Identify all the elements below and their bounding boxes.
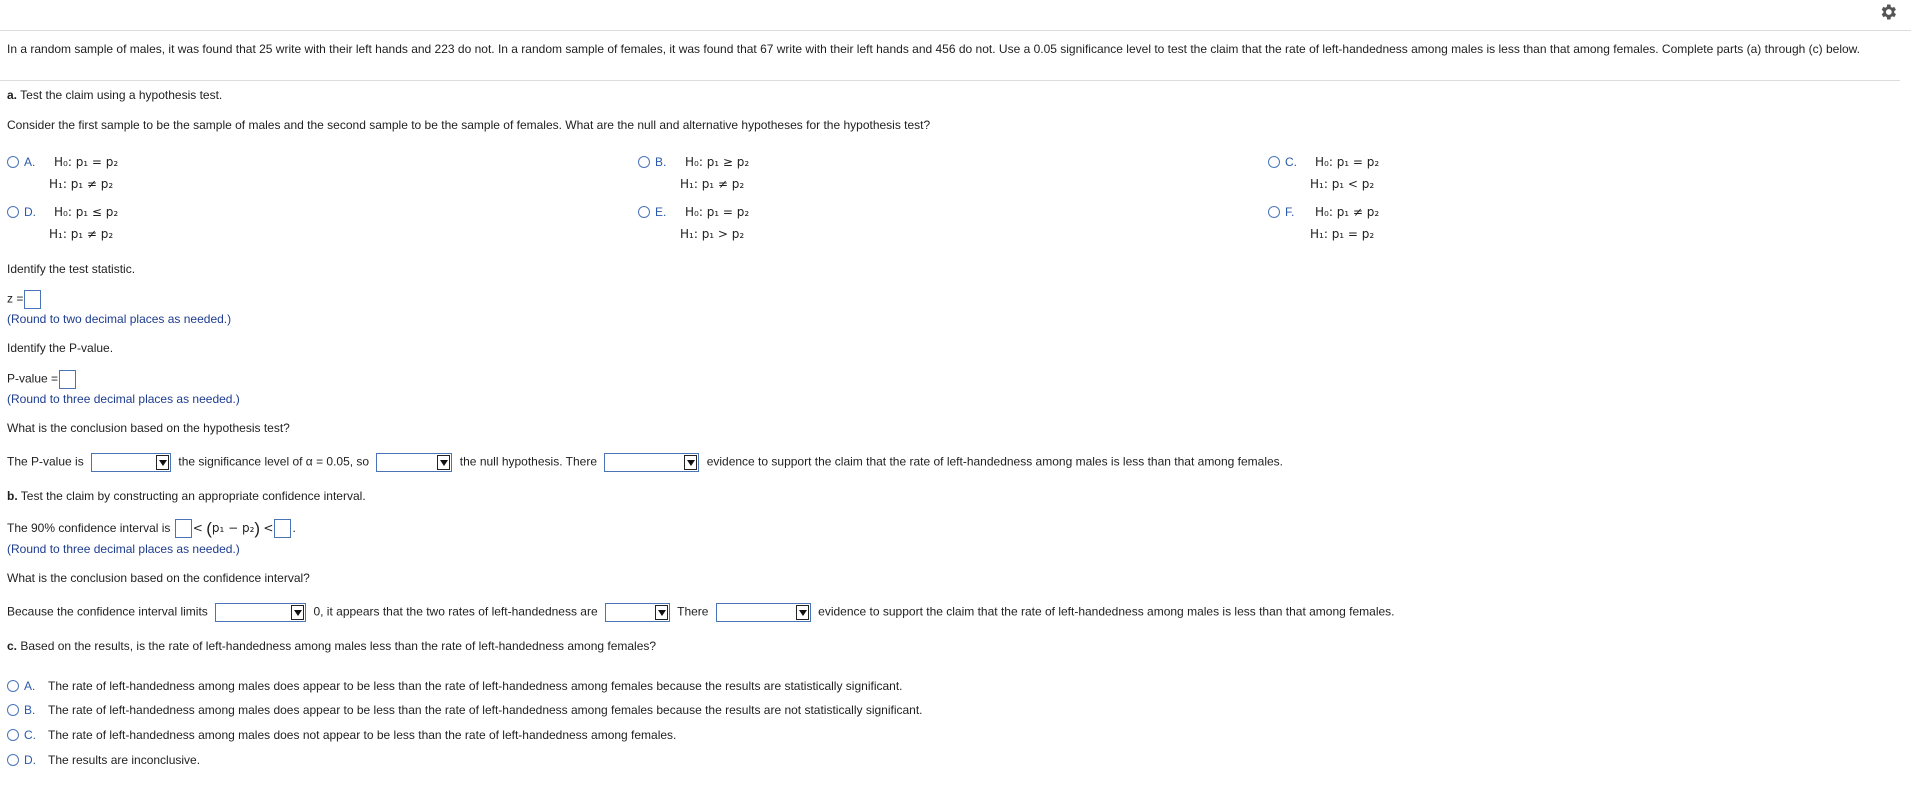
c-option-d[interactable]: D. The results are inconclusive. xyxy=(7,753,200,767)
radio-icon[interactable] xyxy=(7,754,19,766)
hyp-option-f[interactable]: F. H₀: p₁ ≠ p₂ H₁: p₁ = p₂ xyxy=(1268,201,1379,245)
z-row xyxy=(7,290,42,309)
reject-dropdown[interactable] xyxy=(376,453,452,472)
problem-divider xyxy=(0,80,1900,81)
pvalue-hint: (Round to three decimal places as needed.) xyxy=(7,392,240,406)
radio-icon[interactable] xyxy=(7,156,19,168)
ci-hint: (Round to three decimal places as needed.) xyxy=(7,542,240,556)
dropdown-arrow-icon[interactable] xyxy=(796,605,809,620)
ci-row: The 90% confidence interval is < (p₁ − p₂) < . xyxy=(7,519,296,538)
hyp-option-e[interactable]: E. H₀: p₁ = p₂ H₁: p₁ > p₂ xyxy=(638,201,749,245)
hyp-option-b[interactable]: B. H₀: p₁ ≥ p₂ H₁: p₁ ≠ p₂ xyxy=(638,151,749,195)
ci-difference: p₁ − p₂ xyxy=(211,521,255,535)
test-stat-prompt: Identify the test statistic. xyxy=(7,262,136,276)
pvalue-compare-dropdown[interactable] xyxy=(91,453,171,472)
part-c-label: c. xyxy=(7,639,18,653)
z-hint: (Round to two decimal places as needed.) xyxy=(7,312,232,326)
ci-upper-input[interactable] xyxy=(274,519,291,538)
radio-icon[interactable] xyxy=(638,156,650,168)
ci-conclusion-question: What is the conclusion based on the confidence interval? xyxy=(7,571,310,585)
hyp-option-c[interactable]: C. H₀: p₁ = p₂ H₁: p₁ < p₂ xyxy=(1268,151,1379,195)
problem-statement: In a random sample of males, it was found that 25 write with their left hands and 223 do not. In a random sample of females, it was found that 67 write with their left hands and 456 do not. Use a 0.05 significance level to test the claim that the rate of left-handedness among males is less than that among females. Complete parts (a) through (c) below. xyxy=(7,42,1861,56)
dropdown-arrow-icon[interactable] xyxy=(437,455,450,470)
ht-conclusion-row: The P-value is the significance level of α = 0.05, so the null hypothesis. There evidence to support the claim that the rate of left-handedness among males is less than that among females. xyxy=(7,453,1283,472)
radio-icon[interactable] xyxy=(1268,206,1280,218)
pvalue-label: P-value = xyxy=(7,371,59,386)
dropdown-arrow-icon[interactable] xyxy=(291,605,304,620)
radio-icon[interactable] xyxy=(1268,156,1280,168)
ci-limits-dropdown[interactable] xyxy=(215,603,306,622)
dropdown-arrow-icon[interactable] xyxy=(655,605,668,620)
ci-lower-input[interactable] xyxy=(175,519,192,538)
top-divider xyxy=(0,30,1911,31)
rates-dropdown[interactable] xyxy=(605,603,670,622)
pvalue-row xyxy=(7,370,77,389)
dropdown-arrow-icon[interactable] xyxy=(156,455,169,470)
z-label: z = xyxy=(7,291,24,306)
part-a-label: a. xyxy=(7,88,18,102)
c-option-a[interactable]: A. The rate of left-handedness among males does appear to be less than the rate of left-handedness among females because the results are statistically significant. xyxy=(7,679,903,693)
hyp-option-d[interactable]: D. H₀: p₁ ≤ p₂ H₁: p₁ ≠ p₂ xyxy=(7,201,118,245)
ci-conclusion-row: Because the confidence interval limits 0, it appears that the two rates of left-handedness are There evidence to support the claim that the rate of left-handedness among males is less than that among females. xyxy=(7,603,1395,622)
part-a-heading-text: Test the claim using a hypothesis test. xyxy=(20,88,223,102)
evidence-dropdown[interactable] xyxy=(604,453,699,472)
part-c-question: Based on the results, is the rate of left-handedness among males less than the rate of left-handedness among females? xyxy=(20,639,657,653)
pvalue-prompt: Identify the P-value. xyxy=(7,341,114,355)
c-option-c[interactable]: C. The rate of left-handedness among males does not appear to be less than the rate of left-handedness among females. xyxy=(7,728,676,742)
part-a-heading xyxy=(7,88,222,102)
dropdown-arrow-icon[interactable] xyxy=(684,455,697,470)
hypotheses-question: Consider the first sample to be the sample of males and the second sample to be the sample of females. What are the null and alternative hypotheses for the hypothesis test? xyxy=(7,118,931,132)
c-option-b[interactable]: B. The rate of left-handedness among males does appear to be less than the rate of left-handedness among females because the results are not statistically significant. xyxy=(7,703,923,717)
radio-icon[interactable] xyxy=(638,206,650,218)
part-b-label: b. xyxy=(7,489,18,503)
part-b-heading-text: Test the claim by constructing an appropriate confidence interval. xyxy=(20,489,366,503)
radio-icon[interactable] xyxy=(7,680,19,692)
radio-icon[interactable] xyxy=(7,729,19,741)
z-input[interactable] xyxy=(24,290,41,309)
part-c-heading xyxy=(7,639,656,653)
radio-icon[interactable] xyxy=(7,206,19,218)
ci-evidence-dropdown[interactable] xyxy=(716,603,811,622)
ht-conclusion-question: What is the conclusion based on the hypothesis test? xyxy=(7,421,290,435)
hyp-option-a[interactable]: A. H₀: p₁ = p₂ H₁: p₁ ≠ p₂ xyxy=(7,151,118,195)
pvalue-input[interactable] xyxy=(59,370,76,389)
gear-icon[interactable] xyxy=(1878,2,1898,22)
part-b-heading xyxy=(7,489,366,503)
radio-icon[interactable] xyxy=(7,704,19,716)
